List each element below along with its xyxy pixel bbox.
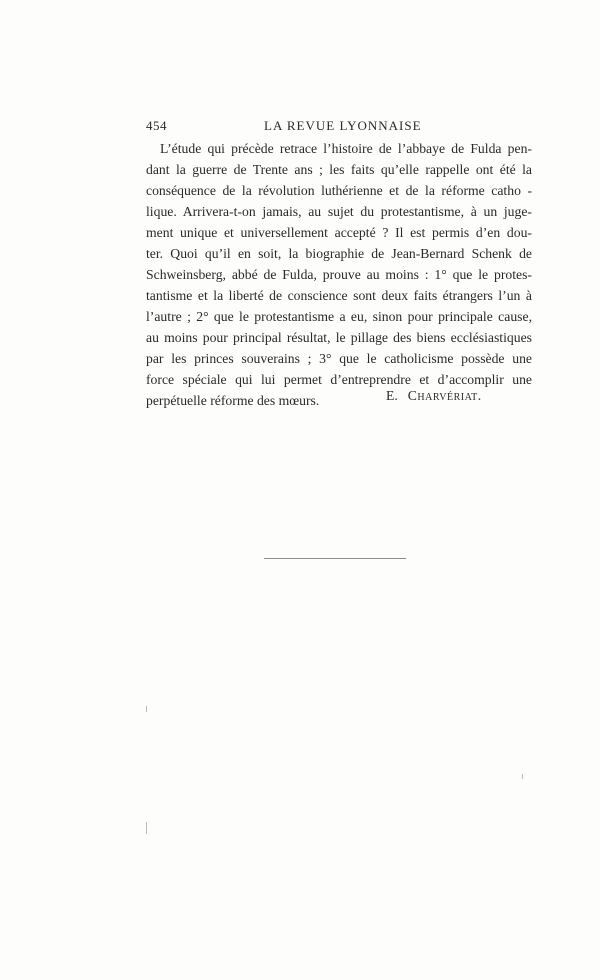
text-line: l’autre ; 2° que le protestantisme a eu, sinon pour principale cause, — [146, 309, 532, 324]
page-number: 454 — [146, 118, 167, 133]
text-line: Schweinsberg, abbé de Fulda, prouve au moins : 1° que le protes- — [146, 267, 532, 282]
text-line: ter. Quoi qu’il en soit, la biographie de Jean-Bernard Schenk de — [146, 246, 532, 261]
text-line: lique. Arrivera-t-on jamais, au sujet du protestantisme, à un juge- — [146, 204, 532, 219]
body-paragraph — [146, 138, 532, 411]
text-line: dant la guerre de Trente ans ; les faits qu’elle rappelle ont été la — [146, 162, 532, 177]
section-divider — [264, 558, 406, 559]
running-head — [146, 118, 532, 136]
text-line: force spéciale qui lui permet d’entreprendre et d’accomplir une — [146, 372, 532, 387]
paper-speck — [146, 706, 147, 712]
author-signature — [386, 388, 532, 404]
signature-name: Charvériat. — [407, 388, 482, 403]
paper-speck — [522, 774, 523, 779]
text-line: au moins pour principal résultat, le pillage des biens ecclésiastiques — [146, 330, 532, 345]
running-title: LA REVUE LYONNAISE — [264, 118, 422, 133]
text-line: ment unique et universellement accepté ? Il est permis d’en dou- — [146, 225, 532, 240]
signature-initial: E. — [386, 388, 398, 403]
text-line: L’étude qui précède retrace l’histoire de l’abbaye de Fulda pen- — [160, 141, 532, 156]
text-line: conséquence de la révolution luthérienne et de la réforme catho - — [146, 183, 532, 198]
text-line: par les princes souverains ; 3° que le catholicisme possède une — [146, 351, 532, 366]
text-line: tantisme et la liberté de conscience sont deux faits étrangers l’un à — [146, 288, 532, 303]
text-line: perpétuelle réforme des mœurs. — [146, 393, 320, 408]
paper-speck — [146, 822, 147, 834]
